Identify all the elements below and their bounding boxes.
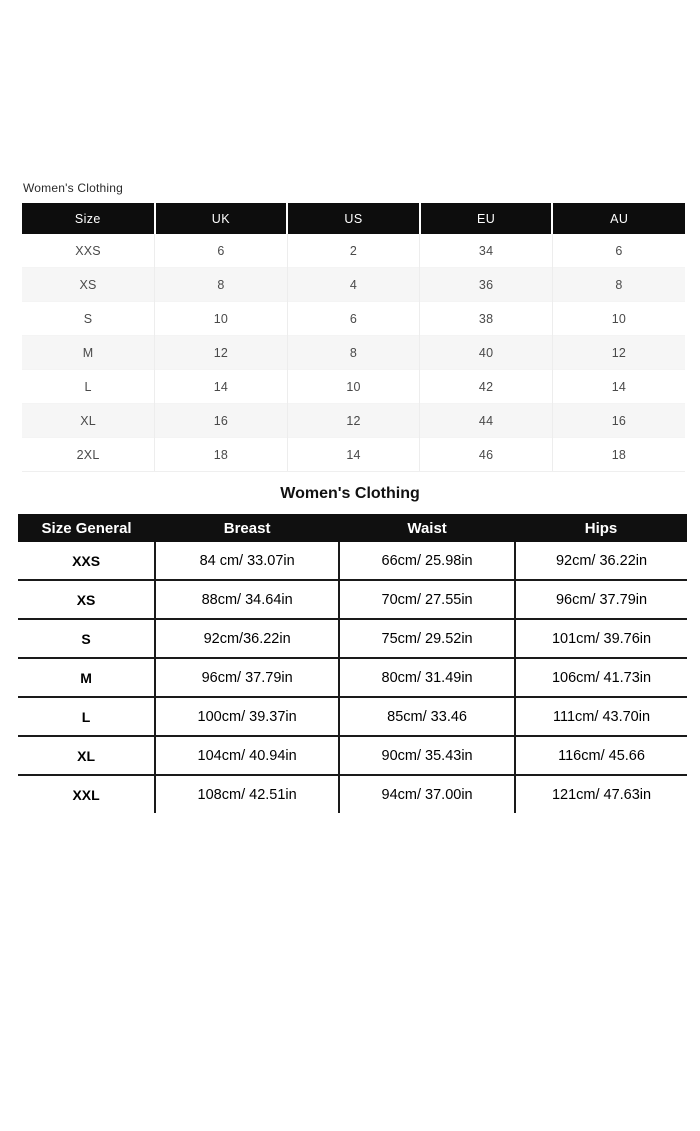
us-cell: 2 xyxy=(287,234,420,268)
size-cell: XL xyxy=(22,404,155,438)
size-cell: L xyxy=(22,370,155,404)
hips-cell: 106cm/ 41.73in xyxy=(515,658,687,697)
size-cell: XL xyxy=(18,736,155,775)
waist-cell: 90cm/ 35.43in xyxy=(339,736,515,775)
column-header-hips: Hips xyxy=(515,514,687,542)
us-cell: 8 xyxy=(287,336,420,370)
size-cell: S xyxy=(22,302,155,336)
table-row xyxy=(18,542,687,580)
size-cell: L xyxy=(18,697,155,736)
eu-cell: 40 xyxy=(420,336,553,370)
size-cell: M xyxy=(22,336,155,370)
au-cell: 18 xyxy=(552,438,685,472)
waist-cell: 80cm/ 31.49in xyxy=(339,658,515,697)
us-cell: 6 xyxy=(287,302,420,336)
column-header-us: US xyxy=(287,203,420,234)
breast-cell: 100cm/ 39.37in xyxy=(155,697,339,736)
us-cell: 10 xyxy=(287,370,420,404)
uk-cell: 14 xyxy=(155,370,288,404)
hips-cell: 92cm/ 36.22in xyxy=(515,542,687,580)
table-row xyxy=(18,736,687,775)
table-row xyxy=(22,234,685,268)
international-size-table xyxy=(22,203,685,472)
column-header-eu: EU xyxy=(420,203,553,234)
hips-cell: 111cm/ 43.70in xyxy=(515,697,687,736)
measurements-table xyxy=(18,514,687,813)
hips-cell: 101cm/ 39.76in xyxy=(515,619,687,658)
size-cell: XXS xyxy=(72,552,101,569)
column-header-uk: UK xyxy=(155,203,288,234)
size-cell: S xyxy=(18,619,155,658)
table-row xyxy=(22,268,685,302)
table-row xyxy=(22,370,685,404)
table-row xyxy=(22,336,685,370)
waist-cell: 66cm/ 25.98in xyxy=(339,542,515,580)
size-cell: XS xyxy=(22,268,155,302)
table-header-row xyxy=(22,203,685,234)
breast-cell: 88cm/ 34.64in xyxy=(155,580,339,619)
waist-cell: 75cm/ 29.52in xyxy=(339,619,515,658)
international-table-label: Women's Clothing xyxy=(23,181,123,195)
uk-cell: 16 xyxy=(155,404,288,438)
table-header-row xyxy=(18,514,687,542)
eu-cell: 46 xyxy=(420,438,553,472)
column-header-breast: Breast xyxy=(155,514,339,542)
au-cell: 8 xyxy=(552,268,685,302)
column-header-size: Size xyxy=(22,203,155,234)
au-cell: 16 xyxy=(552,404,685,438)
au-cell: 12 xyxy=(552,336,685,370)
breast-cell: 108cm/ 42.51in xyxy=(155,775,339,813)
au-cell: 6 xyxy=(552,234,685,268)
size-cell: XXL xyxy=(18,775,155,813)
waist-cell: 94cm/ 37.00in xyxy=(339,775,515,813)
column-header-au: AU xyxy=(552,203,685,234)
waist-cell: 85cm/ 33.46 xyxy=(339,697,515,736)
hips-cell: 116cm/ 45.66 xyxy=(515,736,687,775)
table-row xyxy=(22,438,685,472)
au-cell: 14 xyxy=(552,370,685,404)
breast-cell: 96cm/ 37.79in xyxy=(155,658,339,697)
breast-cell: 104cm/ 40.94in xyxy=(155,736,339,775)
au-cell: 10 xyxy=(552,302,685,336)
table-row xyxy=(18,619,687,658)
table-row xyxy=(18,775,687,813)
measurement-table-title: Women's Clothing xyxy=(280,485,420,502)
uk-cell: 18 xyxy=(155,438,288,472)
eu-cell: 44 xyxy=(420,404,553,438)
table-row xyxy=(18,658,687,697)
uk-cell: 10 xyxy=(155,302,288,336)
uk-cell: 12 xyxy=(155,336,288,370)
waist-cell: 70cm/ 27.55in xyxy=(339,580,515,619)
size-cell: 2XL xyxy=(22,438,155,472)
breast-cell: 84 cm/ 33.07in xyxy=(155,542,339,580)
table-row xyxy=(18,697,687,736)
eu-cell: 38 xyxy=(420,302,553,336)
us-cell: 12 xyxy=(287,404,420,438)
size-chart-page xyxy=(0,181,700,813)
uk-cell: 6 xyxy=(155,234,288,268)
us-cell: 14 xyxy=(287,438,420,472)
table-row xyxy=(22,404,685,438)
eu-cell: 34 xyxy=(420,234,553,268)
column-header-waist: Waist xyxy=(339,514,515,542)
hips-cell: 121cm/ 47.63in xyxy=(515,775,687,813)
breast-cell: 92cm/36.22in xyxy=(155,619,339,658)
us-cell: 4 xyxy=(287,268,420,302)
size-cell: XS xyxy=(18,580,155,619)
size-cell: XXS xyxy=(75,243,101,258)
column-header-size-general: Size General xyxy=(18,514,155,542)
table-row xyxy=(22,302,685,336)
table-row xyxy=(18,580,687,619)
eu-cell: 42 xyxy=(420,370,553,404)
uk-cell: 8 xyxy=(155,268,288,302)
size-cell: M xyxy=(18,658,155,697)
eu-cell: 36 xyxy=(420,268,553,302)
hips-cell: 96cm/ 37.79in xyxy=(515,580,687,619)
